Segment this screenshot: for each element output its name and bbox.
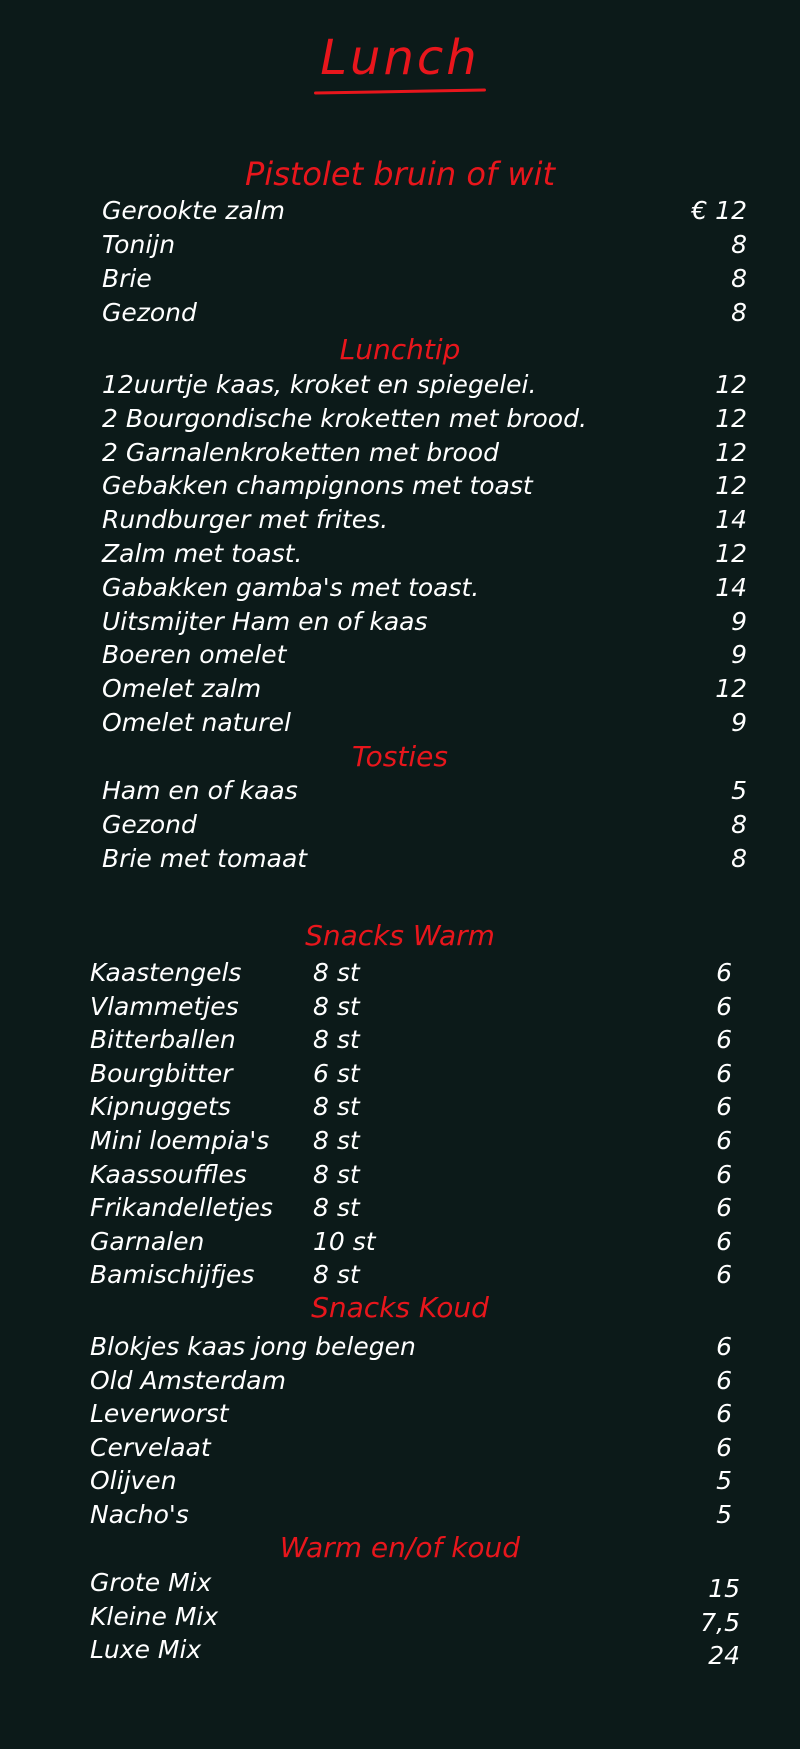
item-name: Brie [102, 264, 152, 293]
section-heading-snacks-warm: Snacks Warm [305, 919, 495, 952]
menu-item [0, 1226, 800, 1258]
section-heading-pistolet: Pistolet bruin of wit [245, 155, 555, 193]
item-price: 8 [731, 298, 747, 327]
item-quantity: 8 st [313, 1025, 360, 1055]
item-price: 14 [715, 572, 747, 602]
item-name: Vlammetjes [90, 991, 239, 1021]
menu-item [0, 1125, 800, 1157]
item-name: Grote Mix [90, 1568, 212, 1597]
item-price: 6 [716, 1126, 732, 1155]
item-price: 8 [731, 264, 747, 293]
item-price: 12 [715, 403, 747, 433]
item-name: Kaastengels [90, 958, 242, 987]
menu-item [0, 957, 800, 989]
menu-item [0, 1331, 800, 1363]
item-name: Zalm met toast. [102, 539, 303, 568]
item-price: 12 [715, 674, 747, 704]
item-name: Bitterballen [90, 1025, 236, 1055]
item-quantity: 8 st [313, 991, 360, 1021]
menu-item [0, 195, 800, 227]
item-price: 14 [715, 505, 747, 535]
item-price: 8 [731, 810, 747, 839]
item-name: Kipnuggets [90, 1092, 231, 1122]
menu-item [0, 1192, 800, 1224]
item-name: Mini loempia's [90, 1126, 270, 1155]
menu-item [0, 1465, 800, 1497]
menu-item [0, 470, 800, 502]
item-price: 5 [716, 1500, 732, 1529]
menu-item [0, 1398, 800, 1430]
menu-item [0, 606, 800, 638]
item-name: Omelet naturel [102, 708, 291, 737]
section-heading-warm-koud: Warm en/of koud [279, 1531, 521, 1564]
menu-item [0, 1365, 800, 1397]
item-quantity: 8 st [313, 1193, 360, 1223]
item-name: Bourgbitter [90, 1058, 233, 1088]
item-name: Blokjes kaas jong belegen [90, 1332, 416, 1361]
menu-item [0, 572, 800, 604]
item-quantity: 8 st [313, 1126, 360, 1155]
item-price: 6 [716, 1332, 732, 1361]
menu-item [0, 1058, 800, 1090]
item-quantity: 8 st [313, 1260, 360, 1290]
item-name: Garnalen [90, 1226, 205, 1256]
menu-item [0, 775, 800, 807]
item-name: Gerookte zalm [102, 196, 285, 225]
item-price: 9 [731, 708, 747, 737]
item-name: Boeren omelet [102, 640, 287, 670]
item-name: Cervelaat [90, 1432, 211, 1462]
item-name: 2 Bourgondische kroketten met brood. [102, 403, 587, 433]
item-price: 5 [716, 1466, 732, 1496]
menu-item [0, 369, 800, 401]
item-name: Rundburger met frites. [102, 505, 389, 535]
item-price: 6 [716, 1399, 732, 1429]
item-price: 7,5 [700, 1607, 740, 1637]
item-price: 6 [716, 1365, 732, 1395]
menu-item [0, 1601, 800, 1637]
menu-item [0, 297, 800, 329]
title-underline [314, 88, 486, 94]
item-price: 12 [715, 471, 747, 501]
item-name: Olijven [90, 1466, 177, 1496]
item-price: 5 [731, 776, 747, 805]
item-price: 6 [716, 958, 732, 987]
item-name: Gezond [102, 810, 197, 839]
item-price: 6 [716, 1226, 732, 1256]
menu-item [0, 538, 800, 570]
item-quantity: 6 st [313, 1058, 360, 1088]
menu-item [0, 229, 800, 261]
item-name: 2 Garnalenkroketten met brood [102, 437, 499, 467]
menu-item [0, 809, 800, 841]
item-name: Frikandelletjes [90, 1193, 273, 1223]
item-price: 8 [731, 844, 747, 873]
item-name: Gezond [102, 298, 197, 327]
item-name: Leverworst [90, 1399, 229, 1429]
item-name: Uitsmijter Ham en of kaas [102, 606, 428, 636]
item-quantity: 8 st [313, 1092, 360, 1122]
menu-item [0, 1499, 800, 1531]
item-price: 6 [716, 1260, 732, 1290]
item-name: Omelet zalm [102, 674, 262, 704]
item-price: 24 [708, 1641, 740, 1670]
menu-item [0, 639, 800, 671]
menu-item [0, 1567, 800, 1603]
item-price: 6 [716, 1159, 732, 1189]
item-name: Gebakken champignons met toast [102, 471, 533, 501]
item-name: Old Amsterdam [90, 1365, 286, 1395]
menu-item [0, 1091, 800, 1123]
section-heading-snacks-koud: Snacks Koud [311, 1291, 489, 1324]
item-price: 12 [715, 437, 747, 467]
menu-title: Lunch [320, 30, 480, 86]
menu-item [0, 1259, 800, 1291]
item-price: 9 [731, 606, 747, 636]
item-price: 6 [716, 991, 732, 1021]
item-price: 12 [715, 370, 747, 399]
menu-item [0, 1024, 800, 1056]
item-quantity: 8 st [313, 958, 360, 987]
menu-item [0, 1634, 800, 1670]
item-name: Luxe Mix [90, 1635, 202, 1664]
item-price: 6 [716, 1058, 732, 1088]
menu-item [0, 707, 800, 739]
item-price: 8 [731, 230, 747, 259]
menu-item [0, 1432, 800, 1464]
item-price: 15 [708, 1574, 740, 1603]
menu-item [0, 843, 800, 875]
item-quantity: 10 st [313, 1226, 376, 1256]
menu-item [0, 991, 800, 1023]
item-price: € 12 [691, 196, 747, 225]
menu-item [0, 403, 800, 435]
item-name: Kleine Mix [90, 1601, 219, 1631]
menu-item [0, 437, 800, 469]
item-name: 12uurtje kaas, kroket en spiegelei. [102, 370, 537, 399]
menu-item [0, 504, 800, 536]
item-name: Bamischijfjes [90, 1260, 255, 1290]
item-name: Ham en of kaas [102, 776, 298, 805]
item-price: 6 [716, 1092, 732, 1122]
item-name: Gabakken gamba's met toast. [102, 572, 480, 602]
item-price: 6 [716, 1025, 732, 1055]
item-price: 6 [716, 1432, 732, 1462]
item-price: 12 [715, 539, 747, 568]
item-name: Tonijn [102, 230, 176, 259]
menu-item [0, 263, 800, 295]
menu-item [0, 673, 800, 705]
item-quantity: 8 st [313, 1159, 360, 1189]
menu-item [0, 1159, 800, 1191]
item-name: Brie met tomaat [102, 844, 308, 873]
section-heading-tosties: Tosties [352, 740, 448, 773]
item-name: Kaassouffles [90, 1159, 247, 1189]
section-heading-lunchtip: Lunchtip [339, 333, 461, 366]
item-price: 9 [731, 640, 747, 670]
item-price: 6 [716, 1193, 732, 1223]
item-name: Nacho's [90, 1500, 189, 1529]
